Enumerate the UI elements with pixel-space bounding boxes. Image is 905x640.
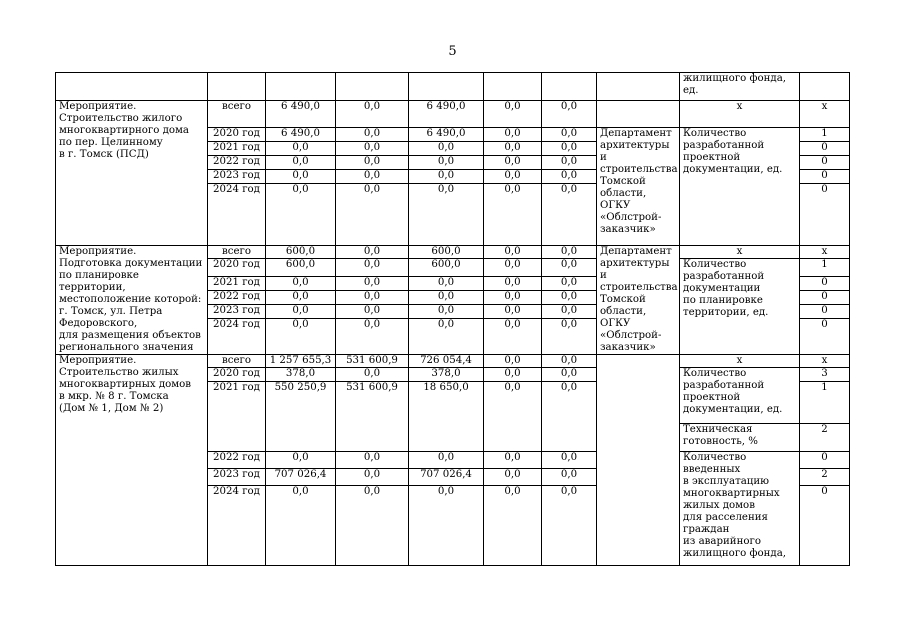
executor-cell: Департамент архитектуры и строительства Томской области, ОГКУ «Облстрой- заказчик»	[597, 246, 680, 355]
value-cell: 0,0	[266, 305, 336, 319]
value-cell: 0,0	[266, 452, 336, 469]
indicator-value: 1	[800, 382, 850, 424]
x-mark: х	[680, 101, 800, 128]
indicator-value: х	[800, 355, 850, 368]
value-cell: 531 600,9	[336, 355, 409, 368]
indicator-cell: жилищного фонда, ед.	[680, 73, 800, 101]
event-name: Мероприятие. Подготовка документации по планировке территории, местоположение которой: г. Томск, ул. Петра Федоровского, для размещения объектов регионального значения	[56, 246, 208, 355]
indicator-value: 0	[800, 319, 850, 355]
period-label: 2020 год	[208, 128, 266, 142]
value-cell: 0,0	[484, 101, 542, 128]
value-cell: 0,0	[542, 368, 597, 382]
value-cell: 531 600,9	[336, 382, 409, 452]
period-label: 2023 год	[208, 469, 266, 486]
table-row	[56, 73, 850, 101]
value-cell: 0,0	[336, 128, 409, 142]
value-cell: 0,0	[409, 170, 484, 184]
value-cell: 0,0	[542, 319, 597, 355]
value-cell: 0,0	[484, 142, 542, 156]
indicator-value: 0	[800, 452, 850, 469]
value-cell: 550 250,9	[266, 382, 336, 452]
value-cell: 0,0	[409, 452, 484, 469]
value-cell: 0,0	[484, 277, 542, 291]
indicator-value: 0	[800, 305, 850, 319]
value-cell: 0,0	[542, 142, 597, 156]
period-label: 2024 год	[208, 319, 266, 355]
value-cell: 0,0	[336, 259, 409, 277]
value-cell: 0,0	[542, 156, 597, 170]
value-cell: 0,0	[542, 184, 597, 246]
value-cell: 600,0	[266, 246, 336, 259]
indicator-cell: Количество разработанной проектной документации, ед.	[680, 368, 800, 424]
value-cell: 0,0	[542, 128, 597, 142]
period-label: 2023 год	[208, 305, 266, 319]
indicator-cell: Количество разработанной проектной документации, ед.	[680, 128, 800, 246]
indicator-value: 0	[800, 156, 850, 170]
value-cell: 0,0	[542, 259, 597, 277]
value-cell: 0,0	[542, 469, 597, 486]
value-cell: 0,0	[336, 486, 409, 566]
period-label: 2022 год	[208, 291, 266, 305]
indicator-cell: Количество введенных в эксплуатацию многоквартирных жилых домов для расселения граждан из аварийного жилищного фонда,	[680, 452, 800, 566]
indicator-value: 0	[800, 142, 850, 156]
value-cell: 0,0	[336, 101, 409, 128]
value-cell: 0,0	[336, 368, 409, 382]
period-label: всего	[208, 101, 266, 128]
period-label: всего	[208, 355, 266, 368]
value-cell: 0,0	[484, 128, 542, 142]
period-label: 2024 год	[208, 184, 266, 246]
value-cell: 0,0	[542, 101, 597, 128]
indicator-cell: Количество разработанной документации по планировке территории, ед.	[680, 259, 800, 355]
value-cell: 726 054,4	[409, 355, 484, 368]
value-cell: 0,0	[336, 156, 409, 170]
value-cell: 0,0	[484, 246, 542, 259]
indicator-value: х	[800, 246, 850, 259]
period-label: 2024 год	[208, 486, 266, 566]
value-cell: 0,0	[542, 277, 597, 291]
indicator-cell: Техническая готовность, %	[680, 424, 800, 452]
executor-cell: Департамент архитектуры и строительства Томской области, ОГКУ «Облстрой- заказчик»	[597, 128, 680, 246]
indicator-value: 2	[800, 469, 850, 486]
value-cell: 0,0	[409, 142, 484, 156]
value-cell: 0,0	[336, 184, 409, 246]
value-cell: 0,0	[266, 142, 336, 156]
value-cell: 0,0	[336, 305, 409, 319]
value-cell: 0,0	[266, 291, 336, 305]
value-cell: 0,0	[484, 156, 542, 170]
table-row	[56, 101, 850, 128]
value-cell: 0,0	[266, 184, 336, 246]
value-cell: 0,0	[409, 156, 484, 170]
value-cell: 0,0	[484, 259, 542, 277]
value-cell: 0,0	[542, 486, 597, 566]
period-label: всего	[208, 246, 266, 259]
value-cell: 0,0	[542, 452, 597, 469]
value-cell: 0,0	[409, 319, 484, 355]
value-cell: 0,0	[336, 170, 409, 184]
value-cell: 0,0	[484, 305, 542, 319]
value-cell: 6 490,0	[409, 101, 484, 128]
indicator-value: 0	[800, 291, 850, 305]
program-table	[55, 72, 850, 566]
indicator-value: х	[800, 101, 850, 128]
value-cell: 6 490,0	[266, 128, 336, 142]
indicator-value: 1	[800, 259, 850, 277]
value-cell: 0,0	[409, 305, 484, 319]
value-cell: 0,0	[484, 355, 542, 368]
value-cell: 0,0	[266, 170, 336, 184]
value-cell: 0,0	[484, 291, 542, 305]
value-cell: 600,0	[266, 259, 336, 277]
value-cell: 0,0	[336, 142, 409, 156]
value-cell: 378,0	[266, 368, 336, 382]
event-name: Мероприятие. Строительство жилого многоквартирного дома по пер. Целинному в г. Томск (ПСД)	[56, 101, 208, 246]
value-cell: 0,0	[484, 469, 542, 486]
value-cell: 0,0	[542, 382, 597, 452]
value-cell: 6 490,0	[266, 101, 336, 128]
event-name: Мероприятие. Строительство жилых многоквартирных домов в мкр. № 8 г. Томска (Дом № 1, Дом № 2)	[56, 355, 208, 566]
period-label: 2021 год	[208, 142, 266, 156]
value-cell: 0,0	[542, 305, 597, 319]
x-mark: х	[680, 355, 800, 368]
value-cell: 0,0	[484, 382, 542, 452]
indicator-value: 2	[800, 424, 850, 452]
indicator-value: 0	[800, 184, 850, 246]
period-label: 2023 год	[208, 170, 266, 184]
value-cell: 0,0	[336, 319, 409, 355]
value-cell: 0,0	[266, 277, 336, 291]
value-cell: 0,0	[542, 291, 597, 305]
value-cell: 0,0	[409, 486, 484, 566]
table-row	[56, 246, 850, 259]
value-cell: 0,0	[266, 319, 336, 355]
value-cell: 707 026,4	[409, 469, 484, 486]
value-cell: 1 257 655,3	[266, 355, 336, 368]
value-cell: 0,0	[484, 170, 542, 184]
value-cell: 0,0	[542, 246, 597, 259]
value-cell: 0,0	[484, 452, 542, 469]
period-label: 2020 год	[208, 259, 266, 277]
value-cell: 0,0	[409, 291, 484, 305]
value-cell: 0,0	[484, 486, 542, 566]
value-cell: 0,0	[542, 170, 597, 184]
value-cell: 6 490,0	[409, 128, 484, 142]
indicator-value: 1	[800, 128, 850, 142]
indicator-value: 0	[800, 486, 850, 566]
value-cell: 0,0	[336, 277, 409, 291]
value-cell: 0,0	[336, 246, 409, 259]
indicator-value: 0	[800, 277, 850, 291]
value-cell: 18 650,0	[409, 382, 484, 452]
value-cell: 0,0	[484, 319, 542, 355]
value-cell: 0,0	[484, 368, 542, 382]
value-cell: 0,0	[266, 156, 336, 170]
period-label: 2021 год	[208, 382, 266, 452]
value-cell: 707 026,4	[266, 469, 336, 486]
value-cell: 0,0	[336, 469, 409, 486]
period-label: 2022 год	[208, 156, 266, 170]
value-cell: 0,0	[409, 184, 484, 246]
value-cell: 0,0	[336, 452, 409, 469]
table-row	[56, 355, 850, 368]
period-label: 2020 год	[208, 368, 266, 382]
value-cell: 0,0	[266, 486, 336, 566]
indicator-value: 3	[800, 368, 850, 382]
x-mark: х	[680, 246, 800, 259]
value-cell: 600,0	[409, 246, 484, 259]
value-cell: 0,0	[336, 291, 409, 305]
indicator-value: 0	[800, 170, 850, 184]
value-cell: 600,0	[409, 259, 484, 277]
period-label: 2022 год	[208, 452, 266, 469]
value-cell: 378,0	[409, 368, 484, 382]
value-cell: 0,0	[542, 355, 597, 368]
value-cell: 0,0	[409, 277, 484, 291]
period-label: 2021 год	[208, 277, 266, 291]
value-cell: 0,0	[484, 184, 542, 246]
page-number: 5	[448, 44, 457, 59]
